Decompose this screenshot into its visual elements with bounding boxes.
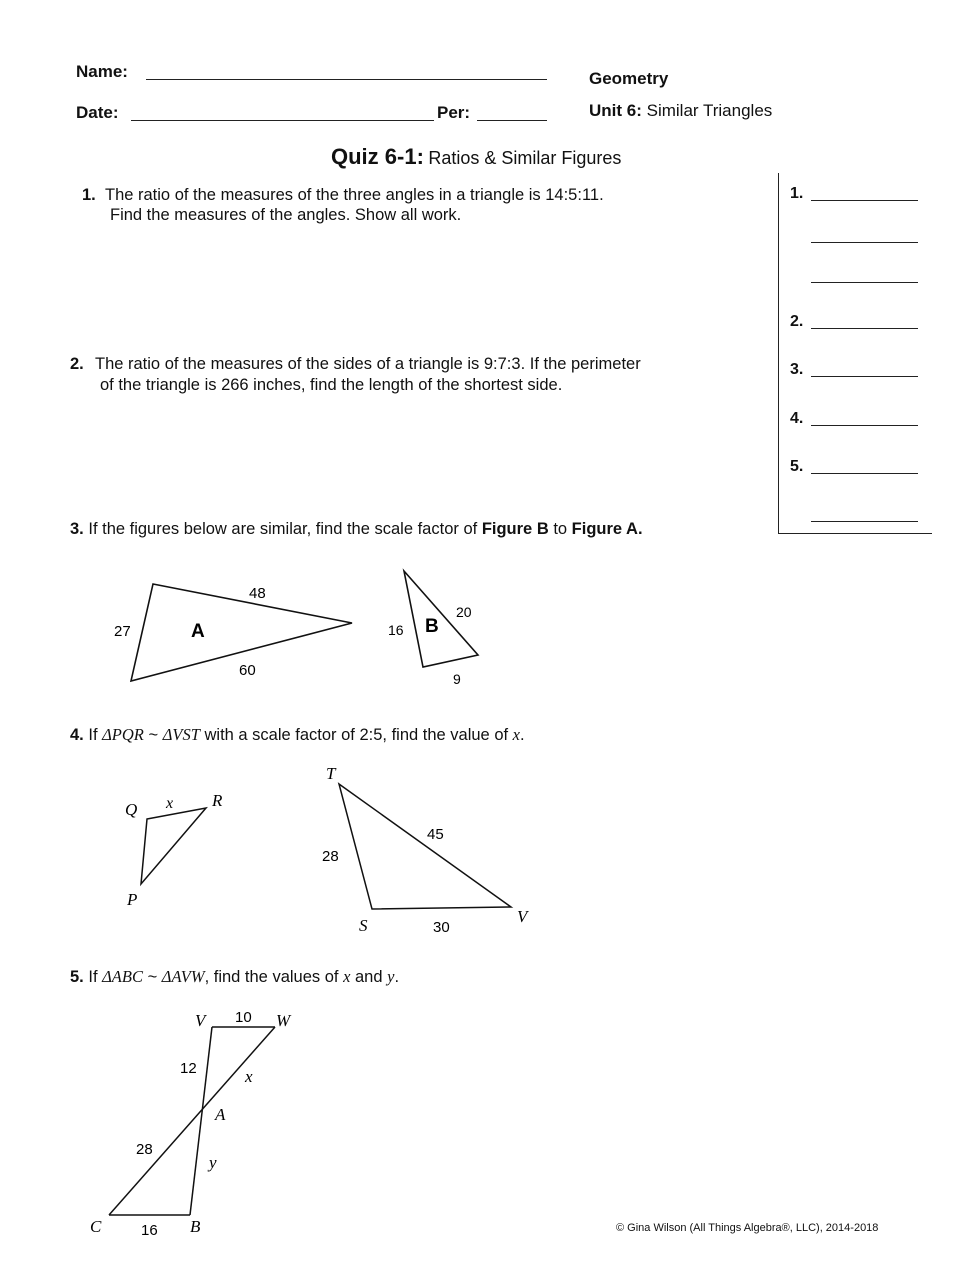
answer-label-2: 2. xyxy=(790,313,804,330)
name-label: Name: xyxy=(76,62,128,81)
q3-figure-b: Figure B xyxy=(481,520,549,538)
title-rest: Ratios & Similar Figures xyxy=(428,148,622,168)
date-label: Date: xyxy=(76,103,119,122)
side-y: y xyxy=(209,1153,217,1172)
per-label: Per: xyxy=(437,103,471,122)
unit-label: Unit 6: xyxy=(589,101,642,120)
q4-tri1: ΔPQR xyxy=(102,725,144,744)
q5-number: 5. xyxy=(70,968,84,986)
side-16: 16 xyxy=(141,1222,158,1239)
copyright-footer: © Gina Wilson (All Things Algebra®, LLC), 2014-2018 xyxy=(616,1222,879,1234)
tri-b-side-bottom: 9 xyxy=(453,671,461,687)
unit-title: Similar Triangles xyxy=(646,101,773,120)
answer-label-5: 5. xyxy=(790,458,804,475)
q5-text xyxy=(70,967,399,987)
q4-sim: ~ xyxy=(143,726,163,744)
answer-label-3: 3. xyxy=(790,361,804,378)
tri-b-side-right: 20 xyxy=(456,604,472,620)
tri-a-label: A xyxy=(191,621,205,642)
q5-tri2: ΔAVW xyxy=(161,967,205,986)
vertex-s: S xyxy=(359,916,368,935)
segment-wc xyxy=(109,1027,275,1215)
q5-and: and xyxy=(350,968,388,986)
tri-b-side-left: 16 xyxy=(388,622,404,638)
q3-text-to: to xyxy=(548,520,572,538)
q4-text xyxy=(70,725,525,745)
q5-pre: If xyxy=(88,968,103,986)
tri-a-side-top: 48 xyxy=(249,585,266,602)
vertex-v5: V xyxy=(195,1011,206,1030)
answer-label-4: 4. xyxy=(790,410,804,427)
vertex-t: T xyxy=(326,764,336,783)
q5-var1: x xyxy=(343,967,351,986)
q3-figure-a: Figure A. xyxy=(571,520,643,538)
vertex-b: B xyxy=(190,1217,201,1236)
side-x5: x xyxy=(245,1067,253,1086)
tri-a-side-bottom: 60 xyxy=(239,662,256,679)
vertex-p: P xyxy=(127,890,138,909)
q1-text-line2: Find the measures of the angles. Show all work. xyxy=(110,206,462,224)
side-30: 30 xyxy=(433,919,450,936)
side-28b: 28 xyxy=(136,1141,153,1158)
vertex-w: W xyxy=(276,1011,291,1030)
q4-tri2: ΔVST xyxy=(162,725,200,744)
tri-b-label: B xyxy=(425,616,439,637)
subject: Geometry xyxy=(589,69,669,88)
side-12: 12 xyxy=(180,1060,197,1077)
triangle-pqr xyxy=(141,808,206,884)
q1-text-line1: The ratio of the measures of the three angles in a triangle is 14:5:11. xyxy=(105,186,604,204)
vertex-v: V xyxy=(517,907,528,926)
triangle-tsv xyxy=(339,784,511,909)
q5-end: . xyxy=(394,968,400,986)
q3-text-a: If the figures below are similar, find the scale factor of xyxy=(88,520,482,538)
side-28: 28 xyxy=(322,848,339,865)
vertex-r: R xyxy=(212,791,223,810)
q4-end: . xyxy=(520,726,525,744)
tri-a-side-left: 27 xyxy=(114,623,131,640)
side-45: 45 xyxy=(427,826,444,843)
q2-number: 2. xyxy=(70,355,84,373)
vertex-c: C xyxy=(90,1217,102,1236)
q2-text-line1: The ratio of the measures of the sides of a triangle is 9:7:3. If the perimeter xyxy=(95,355,641,373)
vertex-a: A xyxy=(215,1105,226,1124)
q3-number: 3. xyxy=(70,520,84,538)
side-x-small: x xyxy=(166,795,174,812)
side-10: 10 xyxy=(235,1009,252,1026)
q5-var2: y xyxy=(387,967,395,986)
q5-tri1: ΔABC xyxy=(102,967,143,986)
answer-label-1: 1. xyxy=(790,185,804,202)
q5-sim: ~ xyxy=(142,968,162,986)
q4-var: x xyxy=(512,725,520,744)
q2-text-line2: of the triangle is 266 inches, find the length of the shortest side. xyxy=(100,376,563,394)
segment-vb xyxy=(190,1027,212,1215)
q5-mid: , find the values of xyxy=(204,968,344,986)
q4-pre: If xyxy=(88,726,103,744)
title-bold: Quiz 6-1: xyxy=(331,144,424,169)
vertex-q: Q xyxy=(125,800,138,819)
q4-mid: with a scale factor of 2:5, find the value of xyxy=(199,726,513,744)
q4-number: 4. xyxy=(70,726,84,744)
q1-number: 1. xyxy=(82,186,96,204)
